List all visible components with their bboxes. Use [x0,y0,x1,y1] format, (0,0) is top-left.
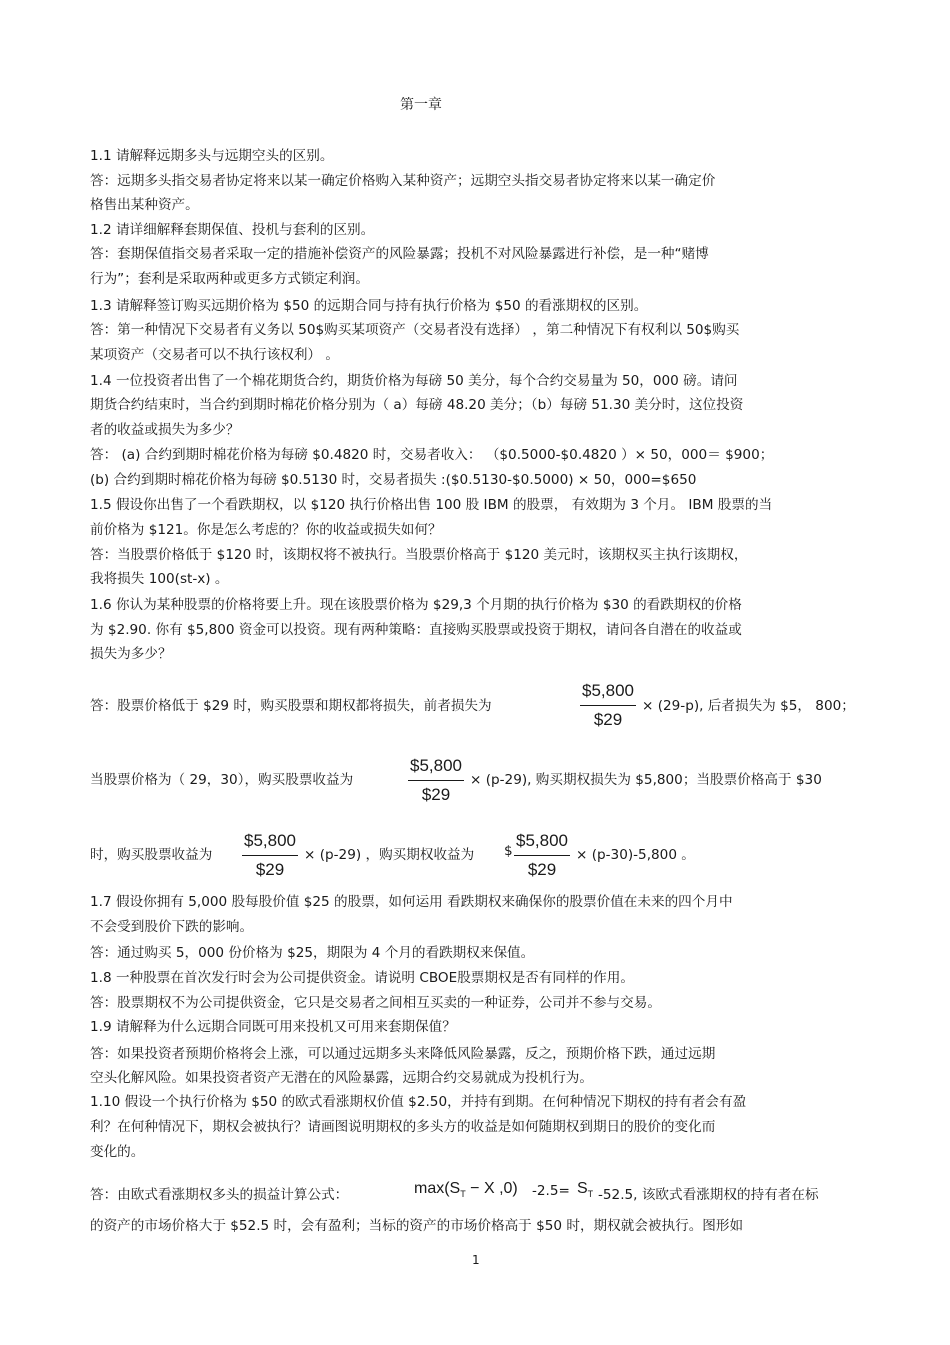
text-line: 答：套期保值指交易者采取一定的措施补偿资产的风险暴露；投机不对风险暴露进行补偿，是一种“赌博 [90,246,709,262]
text-line: 答：当股票价格低于 $120 时，该期权将不被执行。当股票价格高于 $120 美元时，该期权买主执行该期权， [90,547,748,563]
text-line: 者的收益或损失为多少？ [90,422,240,438]
text-line: 1.9 请解释为什么远期合同既可用来投机又可用来套期保值？ [90,1019,456,1035]
formula3-prefix: 时，购买股票收益为 [90,847,213,863]
formula1-suffix: × (29-p), 后者损失为 $5， 800； [642,698,855,714]
formula4-st: $S_T$ [577,1180,594,1200]
page-number: 1 [472,1253,480,1267]
formula1-prefix: 答：股票价格低于 $29 时，购买股票和期权都将损失，前者损失为 [90,698,492,714]
text-line: 答：股票期权不为公司提供资金，它只是交易者之间相互买卖的一种证券，公司并不参与交易。 [90,995,661,1011]
text-line: 1.6 你认为某种股票的价格将要上升。现在该股票价格为 $29,3 个月期的执行价格为 $30 的看跌期权的价格 [90,597,742,613]
text-line: 利？在何种情况下，期权会被执行？请画图说明期权的多头方的收益是如何随期权到期日的股价的变化而 [90,1119,716,1135]
text-line: 我将损失 100(st-x) 。 [90,571,229,587]
formula3-fraction-a [242,830,298,881]
formula3-denominator-b: $29 [527,860,557,879]
text-line: 损失为多少？ [90,646,172,662]
formula3-dollar: $ [504,843,513,859]
text-line: 答：第一种情况下交易者有义务以 50$购买某项资产（交易者没有选择） ，第二种情况下有权利以 50$购买 [90,322,740,338]
formula1-fraction [580,680,636,731]
text-line: 为 $2.90. 你有 $5,800 资金可以投资。现有两种策略：直接购买股票或投资于期权，请问各自潜在的收益或 [90,622,742,638]
formula1-denominator: $29 [593,710,623,729]
formula1-numerator: $5,800 [580,680,636,706]
formula4-mid: -2.5= [532,1183,570,1199]
text-line: 格售出某种资产。 [90,197,199,213]
text-line: 答：如果投资者预期价格将会上涨，可以通过远期多头来降低风险暴露，反之，预期价格下跌，通过远期 [90,1046,716,1062]
formula2-numerator: $5,800 [408,755,464,781]
text-line: (b) 合约到期时棉花价格为每磅 $0.5130 时，交易者损失 :($0.5130-$0.5000) × 50，000=$650 [90,472,697,488]
text-line: 1.7 假设你拥有 5,000 股每股价值 $25 的股票，如何运用 看跌期权来确保你的股票价值在未来的四个月中 [90,894,733,910]
text-line: 1.2 请详细解释套期保值、投机与套利的区别。 [90,222,375,238]
text-line: 期货合约结束时，当合约到期时棉花价格分别为（ a）每磅 48.20 美分；（b）每磅 51.30 美分时，这位投资 [90,397,744,413]
text-line: 1.1 请解释远期多头与远期空头的区别。 [90,148,334,164]
text-line: 变化的。 [90,1144,145,1160]
text-line: 答：通过购买 5，000 份价格为 $25，期限为 4 个月的看跌期权来保值。 [90,945,535,961]
last-line: 的资产的市场价格大于 $52.5 时，会有盈利；当标的资产的市场价格高于 $50 时，期权就会被执行。图形如 [90,1218,744,1234]
text-line: 某项资产（交易者可以不执行该权利） 。 [90,347,340,363]
formula4-suffix: -52.5, 该欧式看涨期权的持有者在标 [598,1187,819,1203]
formula2-suffix: × (p-29), 购买期权损失为 $5,800；当股票价格高于 $30 [470,772,822,788]
text-line: 空头化解风险。如果投资者资产无潜在的风险暴露，远期合约交易就成为投机行为。 [90,1070,593,1086]
text-line: 答： (a) 合约到期时棉花价格为每磅 $0.4820 时，交易者收入： （$0.5000-$0.4820 ）× 50，000＝ $900； [90,447,774,463]
formula3-mid: × (p-29) ，购买期权收益为 [304,847,475,863]
formula3-suffix: × (p-30)-5,800 。 [576,847,695,863]
text-line: 1.8 一种股票在首次发行时会为公司提供资金。请说明 CBOE股票期权是否有同样的作用。 [90,970,634,986]
formula3-numerator-a: $5,800 [242,830,298,856]
chapter-title: 第一章 [400,97,442,113]
formula2-denominator: $29 [421,785,451,804]
formula4-prefix: 答：由欧式看涨期权多头的损益计算公式： [90,1187,349,1203]
text-line: 行为”；套利是采取两种或更多方式锁定利润。 [90,271,369,287]
formula4-max-expression: $\max(S_T - X$ ,0) [414,1180,518,1200]
text-line: 1.3 请解释签订购买远期价格为 $50 的远期合同与持有执行价格为 $50 的看涨期权的区别。 [90,298,648,314]
text-line: 前价格为 $121。你是怎么考虑的？你的收益或损失如何？ [90,522,442,538]
formula3-numerator-b: $5,800 [514,830,570,856]
text-line: 1.5 假设你出售了一个看跌期权，以 $120 执行价格出售 100 股 IBM 的股票， 有效期为 3 个月。 IBM 股票的当 [90,497,773,513]
text-line: 1.10 假设一个执行价格为 $50 的欧式看涨期权价值 $2.50，并持有到期。在何种情况下期权的持有者会有盈 [90,1094,747,1110]
text-line: 1.4 一位投资者出售了一个棉花期货合约，期货价格为每磅 50 美分，每个合约交易量为 50，000 磅。请问 [90,373,738,389]
formula3-fraction-b [514,830,570,881]
formula3-denominator-a: $29 [255,860,285,879]
text-line: 答：远期多头指交易者协定将来以某一确定价格购入某种资产；远期空头指交易者协定将来以某一确定价 [90,173,716,189]
formula2-prefix: 当股票价格为（ 29，30），购买股票收益为 [90,772,354,788]
formula2-fraction [408,755,464,806]
text-line: 不会受到股价下跌的影响。 [90,919,254,935]
